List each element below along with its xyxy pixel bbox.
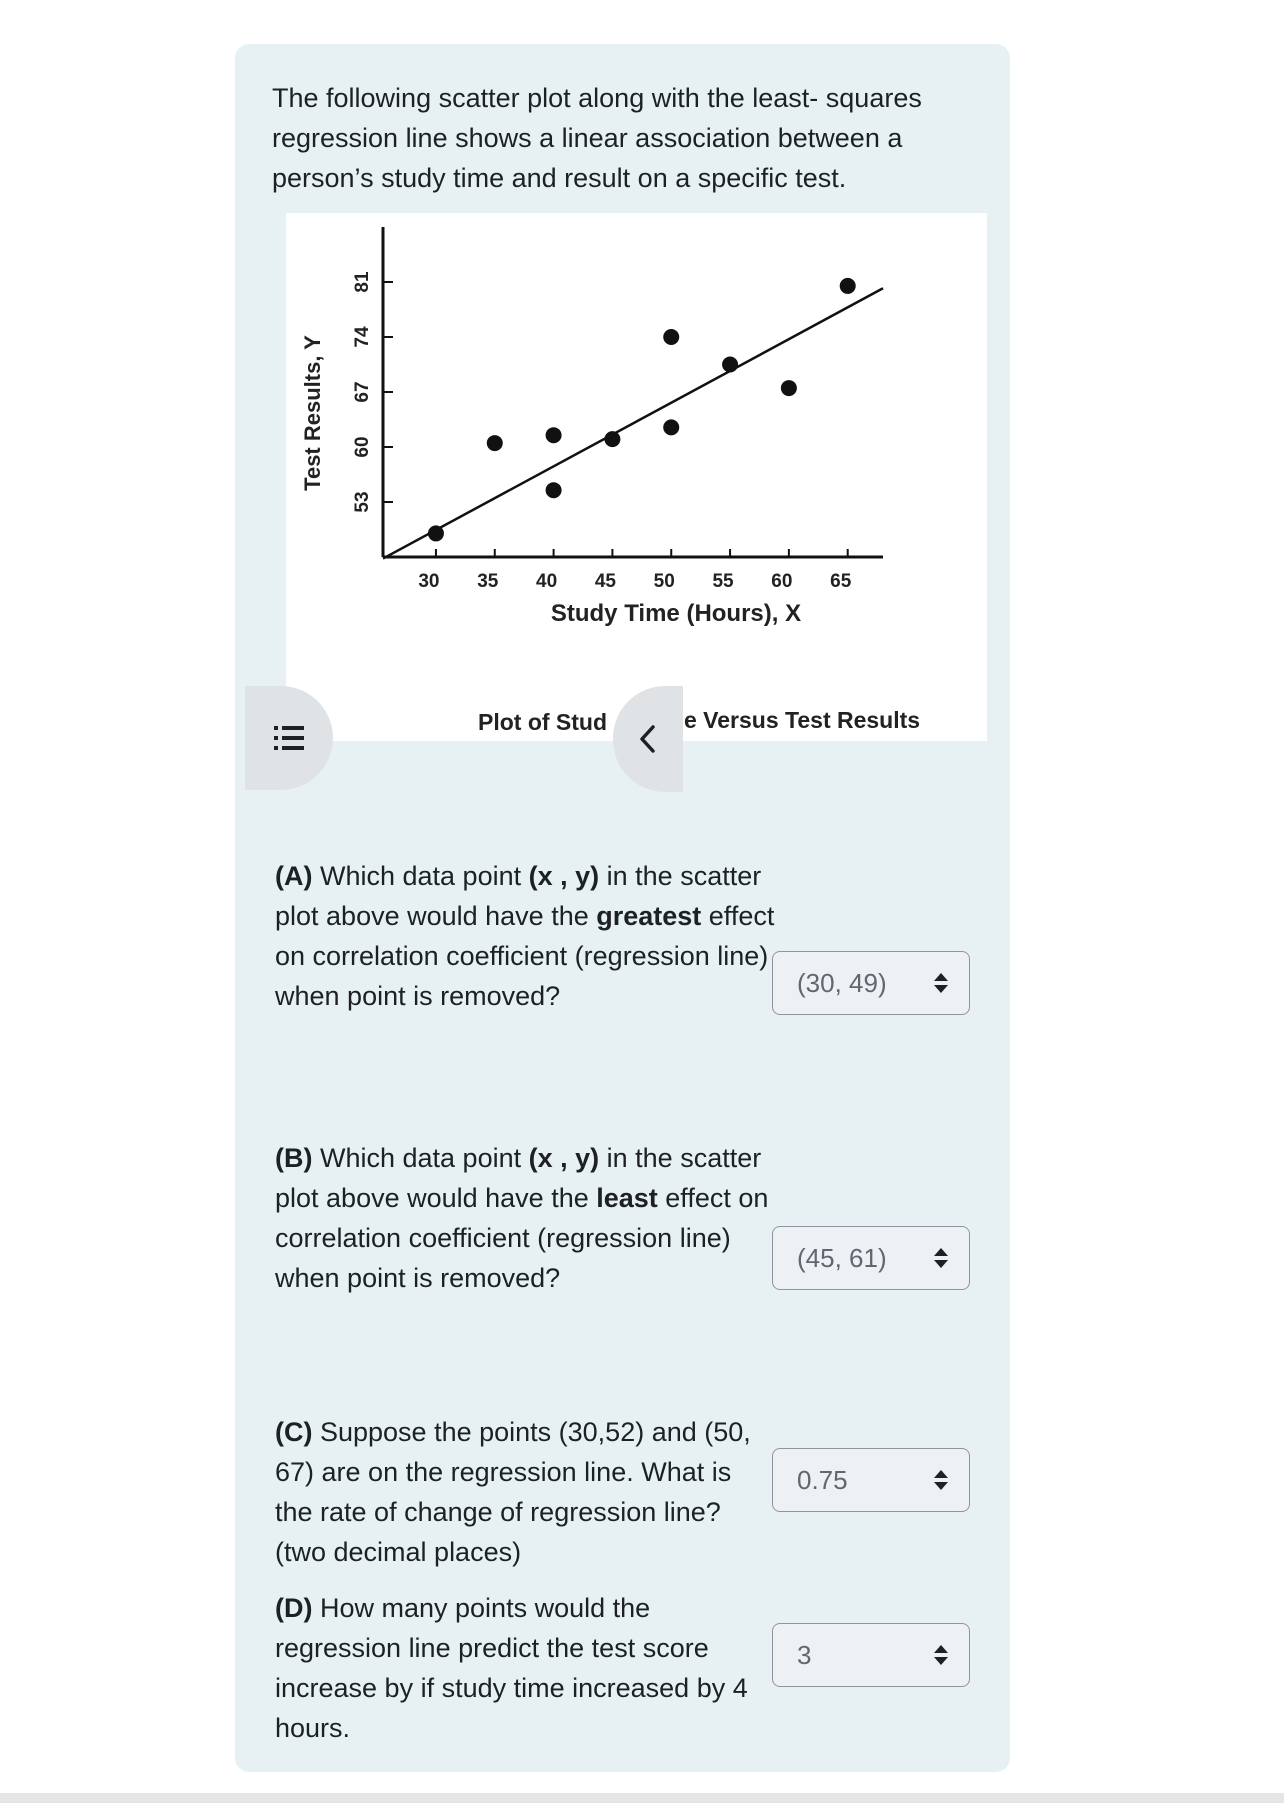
data-point: [546, 482, 562, 498]
x-tick-label: 45: [594, 571, 616, 592]
question-text-run: How many points would the regression line predict the test score increase by if study time increased by 4 hours.: [275, 1593, 748, 1743]
select-arrows-icon: [933, 1644, 949, 1666]
data-point: [604, 431, 620, 447]
question-text-run: effect on correlation coefficient (regression line) when point is removed?: [275, 1183, 769, 1293]
question-text-run: in the scatter plot above would have the: [275, 1143, 762, 1213]
question-intro: The following scatter plot along with the least- squares regression line shows a linear association between a person’s study time and result on a specific test.: [272, 83, 922, 193]
y-axis-label: Test Results, Y: [300, 335, 325, 491]
answer-b-select[interactable]: [772, 1226, 970, 1290]
data-point: [840, 278, 856, 294]
question-text-run: effect on correlation coefficient (regression line) when point is removed?: [275, 901, 775, 1011]
x-tick-label: 40: [536, 571, 558, 592]
y-tick-label: 67: [352, 381, 374, 403]
question-text-run: (C): [275, 1417, 313, 1447]
y-tick-label: 74: [352, 326, 374, 348]
x-tick-label: 50: [653, 571, 675, 592]
scatter-plot: [286, 213, 987, 741]
y-tick-label: 60: [352, 436, 374, 458]
question-text-run: in the scatter plot above would have the: [275, 861, 762, 931]
answer-c-value: 0.75: [797, 1464, 848, 1495]
question-a-text: [275, 856, 775, 1016]
data-point: [781, 380, 797, 396]
x-tick-label: 65: [830, 571, 852, 592]
question-text-run: (D): [275, 1593, 313, 1623]
x-tick-label: 30: [418, 571, 440, 592]
question-text-run: greatest: [596, 901, 702, 931]
list-icon: [274, 725, 304, 751]
answer-d-select[interactable]: [772, 1623, 970, 1687]
answer-a-value: (30, 49): [797, 967, 887, 998]
data-point: [546, 427, 562, 443]
select-arrows-icon: [933, 1247, 949, 1269]
question-text-run: (A): [275, 861, 313, 891]
answer-c-select[interactable]: [772, 1448, 970, 1512]
chart-title-tail: e Versus Test Results: [684, 707, 921, 733]
question-text-run: Suppose the points (30,52) and (50, 67) are on the regression line. What is the rate of change of regression line? (two decimal places): [275, 1417, 751, 1567]
question-text-run: (x , y): [528, 1143, 600, 1173]
answer-a-select[interactable]: [772, 951, 970, 1015]
y-tick-label: 53: [352, 491, 374, 513]
question-text-run: Which data point: [312, 1143, 529, 1173]
question-text-run: least: [596, 1183, 658, 1213]
question-d-text: [275, 1588, 775, 1748]
question-text-run: (B): [275, 1143, 313, 1173]
x-tick-label: 35: [477, 571, 499, 592]
select-arrows-icon: [933, 972, 949, 994]
question-b-text: [275, 1138, 775, 1298]
x-axis-label: Study Time (Hours), X: [550, 600, 802, 627]
data-point: [487, 435, 503, 451]
x-tick-label: 55: [712, 571, 734, 592]
data-point: [722, 357, 738, 373]
regression-line: [383, 288, 883, 558]
page-bottom-divider: [0, 1793, 1284, 1803]
data-point: [663, 419, 679, 435]
chart-title: Plot of Stud: [478, 709, 608, 735]
answer-b-value: (45, 61): [797, 1242, 887, 1273]
answer-d-value: 3: [797, 1639, 812, 1670]
question-text-run: (x , y): [528, 861, 600, 891]
scatter-plot-figure: [286, 213, 987, 741]
y-tick-label: 81: [352, 271, 374, 293]
question-card: [235, 44, 1010, 1772]
select-arrows-icon: [933, 1469, 949, 1491]
x-tick-label: 60: [771, 571, 793, 592]
data-point: [428, 525, 444, 541]
question-c-text: [275, 1412, 775, 1572]
question-text-run: Which data point: [312, 861, 529, 891]
chevron-left-icon: [638, 724, 658, 754]
data-point: [663, 329, 679, 345]
